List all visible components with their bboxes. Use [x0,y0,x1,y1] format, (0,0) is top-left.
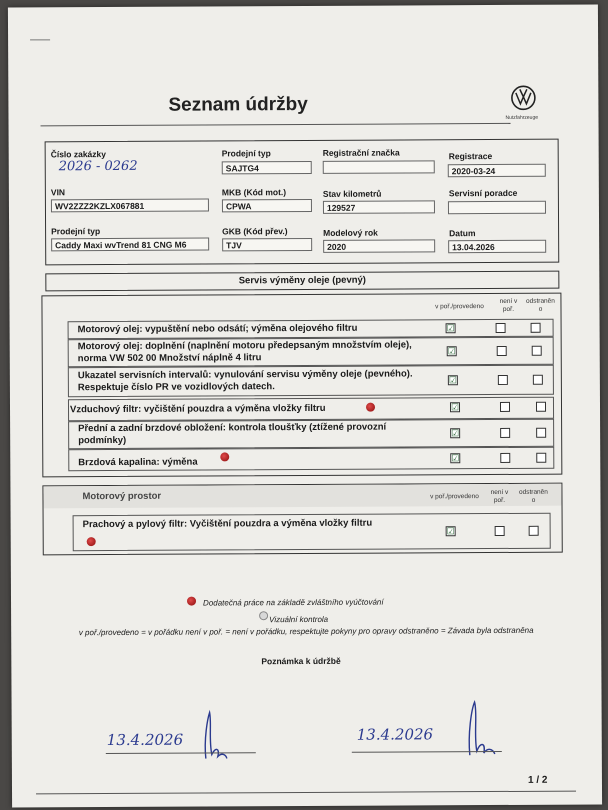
done-checkbox[interactable]: ☑ [450,402,460,413]
registration-plate-label: Registrační značka [322,147,400,158]
gkb-field: TJV [222,238,312,251]
service-order-label: Servisní poradce [448,187,518,199]
removed-checkbox[interactable] [531,323,541,333]
vin-label: VIN [50,187,66,198]
removed-checkbox[interactable] [533,375,543,385]
date-label: Datum [449,228,476,239]
mileage-field: 129527 [323,200,435,214]
legend-explanation: v poř./provedeno = v pořádku není v poř. = není v pořádku, respektujte pokyny pro opravy odstraněno = Závada byla odstraněna [78,625,534,638]
done-checkbox[interactable]: ☑ [446,323,455,334]
title-divider [41,123,511,126]
col-removed-header: odstraněn o [525,297,555,313]
removed-checkbox[interactable] [536,402,546,412]
oil-service-title: Servis výměny oleje (pevný) [45,271,559,292]
not-ok-checkbox[interactable] [500,428,510,438]
row-text: Brzdová kapalina: výměna [78,456,198,469]
row-text: Vzduchový filtr: vyčištění pouzdra a výměna vložky filtru [69,402,326,416]
col-not-ok-header: není v poř. [499,297,518,313]
gkb-label: GKB (Kód přev.) [222,226,288,237]
maintenance-sheet [8,4,602,807]
registration-field: 2020-03-24 [448,164,546,178]
additional-work-dot-icon [87,537,96,546]
row-text: Motorový olej: vypuštění nebo odsátí; výměna olejového filtru [77,322,358,336]
legend-visual-check: Vizuální kontrola [269,614,329,625]
signature-left-icon [200,708,230,762]
sales-type2-field: Caddy Maxi wvTrend 81 CNG M6 [51,237,209,251]
registration-label: Registrace [448,151,493,162]
additional-work-dot-icon [220,452,229,461]
row-text: Motorový olej: doplnění (naplnění motoru předepsaným množstvím oleje), norma VW 502 00 Množství náplně 4 litru [77,339,412,365]
footer-divider [36,791,576,795]
sales-type-field: SAJTG4 [222,161,312,174]
removed-checkbox[interactable] [536,453,546,463]
removed-checkbox[interactable] [536,428,546,438]
legend-additional-work: Dodatečná práce na základě zvláštního vyúčtování [203,597,384,608]
engine-compartment-title: Motorový prostor [82,490,162,503]
removed-checkbox[interactable] [532,346,542,356]
done-checkbox[interactable]: ☑ [447,346,456,357]
done-checkbox[interactable]: ☑ [448,375,457,386]
mileage-label: Stav kilometrů [322,188,382,199]
date-field: 13.04.2026 [448,240,546,254]
col-done-header: v poř./provedeno [435,303,484,311]
model-year-label: Modelový rok [323,227,378,238]
maintenance-note-label: Poznámka k údržbě [261,655,341,667]
row-text: Ukazatel servisních intervalů: vynulování servisu výměny oleje (pevného). Respektuje číslo PR ve vozidlových datech. [77,368,413,394]
model-year-field: 2020 [323,239,435,253]
mkb-label: MKB (Kód mot.) [221,187,287,198]
page-number: 1 / 2 [527,774,548,786]
additional-work-dot-icon [366,403,375,412]
vin-field: WV2ZZZ2KZLX067881 [51,199,209,213]
not-ok-checkbox[interactable] [500,402,510,412]
signature-date-left: 13.4.2026 [106,730,184,750]
order-number-value: 2026 - 0262 [58,158,138,175]
not-ok-checkbox[interactable] [497,346,507,356]
done-checkbox[interactable]: ☑ [451,453,460,464]
col-not-ok-header: není v poř. [490,488,509,505]
removed-checkbox[interactable] [529,526,539,536]
visual-check-dot-icon [259,611,268,620]
signature-line-left [106,752,256,754]
not-ok-checkbox[interactable] [498,375,508,385]
not-ok-checkbox[interactable] [495,526,505,536]
vw-logo-icon [510,85,536,111]
registration-plate-field [323,160,435,174]
col-removed-header: odstraněn o [518,488,548,504]
additional-work-dot-icon [187,597,196,606]
top-mark [30,39,50,40]
mkb-field: CPWA [222,199,312,212]
service-order-field [448,201,546,215]
row-text: Prachový a pylový filtr: Vyčištění pouzdra a výměna vložky filtru [82,517,373,531]
col-done-header: v poř./provedeno [430,493,479,501]
order-number-label: Číslo zakázky [50,149,106,160]
sales-type2-label: Prodejní typ [51,226,101,237]
brand-subtitle: Nutzfahrzeuge [505,114,539,121]
row-text: Přední a zadní brzdové obložení: kontrola tloušťky (ztížené provozní podmínky) [78,421,387,447]
done-checkbox[interactable]: ☑ [451,428,460,439]
page-title: Seznam údržby [168,93,308,116]
not-ok-checkbox[interactable] [500,453,510,463]
sales-type-label: Prodejní typ [221,148,271,159]
done-checkbox[interactable]: ☑ [446,526,455,537]
signature-date-right: 13.4.2026 [356,725,434,744]
not-ok-checkbox[interactable] [496,323,506,333]
